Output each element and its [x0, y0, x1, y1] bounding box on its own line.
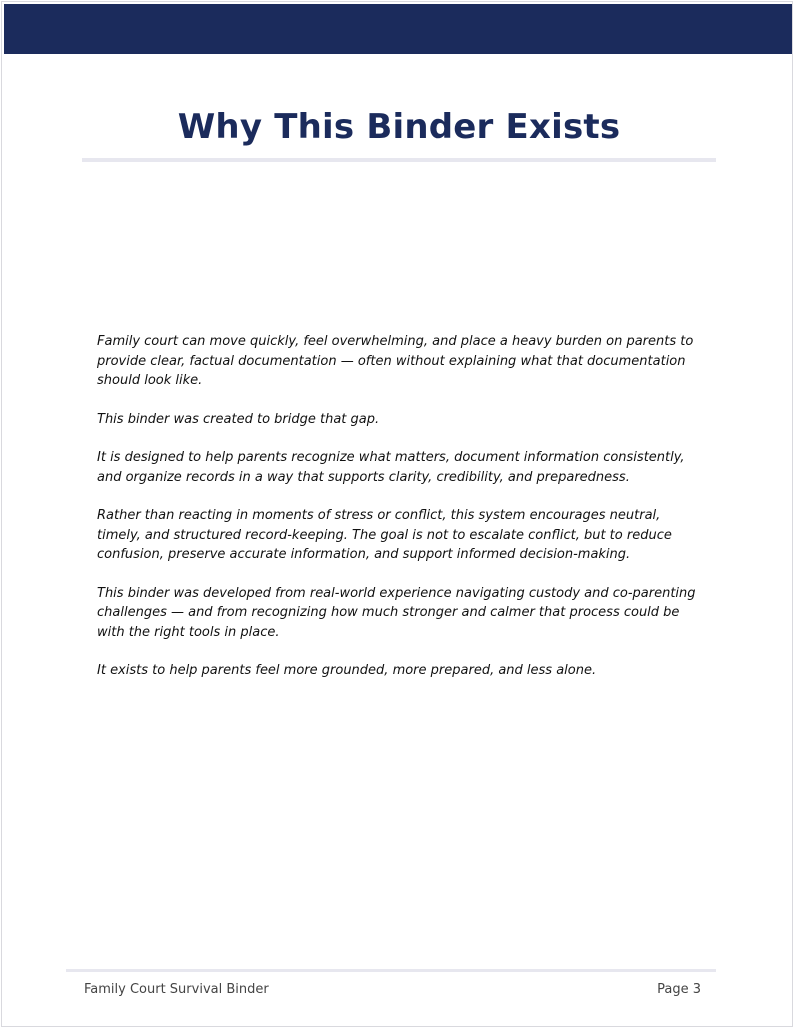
header-band	[4, 4, 793, 54]
footer-page-number: Page 3	[657, 982, 701, 997]
paragraph: Family court can move quickly, feel overwhelming, and place a heavy burden on parents to provide clear, factual documentation — often without explaining what that documentation should look like.	[97, 334, 694, 388]
paragraph: This binder was created to bridge that gap.	[97, 411, 380, 427]
body-text	[97, 332, 707, 700]
paragraph: This binder was developed from real-world experience navigating custody and co-parenting challenges — and from recognizing how much stronger and calmer that process could be with the right tools in place.	[97, 585, 696, 640]
paragraph: Rather than reacting in moments of stress or conflict, this system encourages neutral, timely, and structured record-keeping. The goal is not to escalate conflict, but to reduce confusion, preserve accurate information, and support informed decision-making.	[97, 508, 672, 562]
footer-divider	[66, 969, 716, 972]
page-title: Why This Binder Exists	[177, 106, 621, 147]
document-page	[1, 1, 793, 1027]
footer-document-name: Family Court Survival Binder	[84, 982, 269, 997]
title-divider	[82, 158, 716, 162]
paragraph: It exists to help parents feel more grounded, more prepared, and less alone.	[97, 663, 597, 678]
paragraph: It is designed to help parents recognize what matters, document information consistently, and organize records in a way that supports clarity, credibility, and preparedness.	[97, 450, 685, 485]
